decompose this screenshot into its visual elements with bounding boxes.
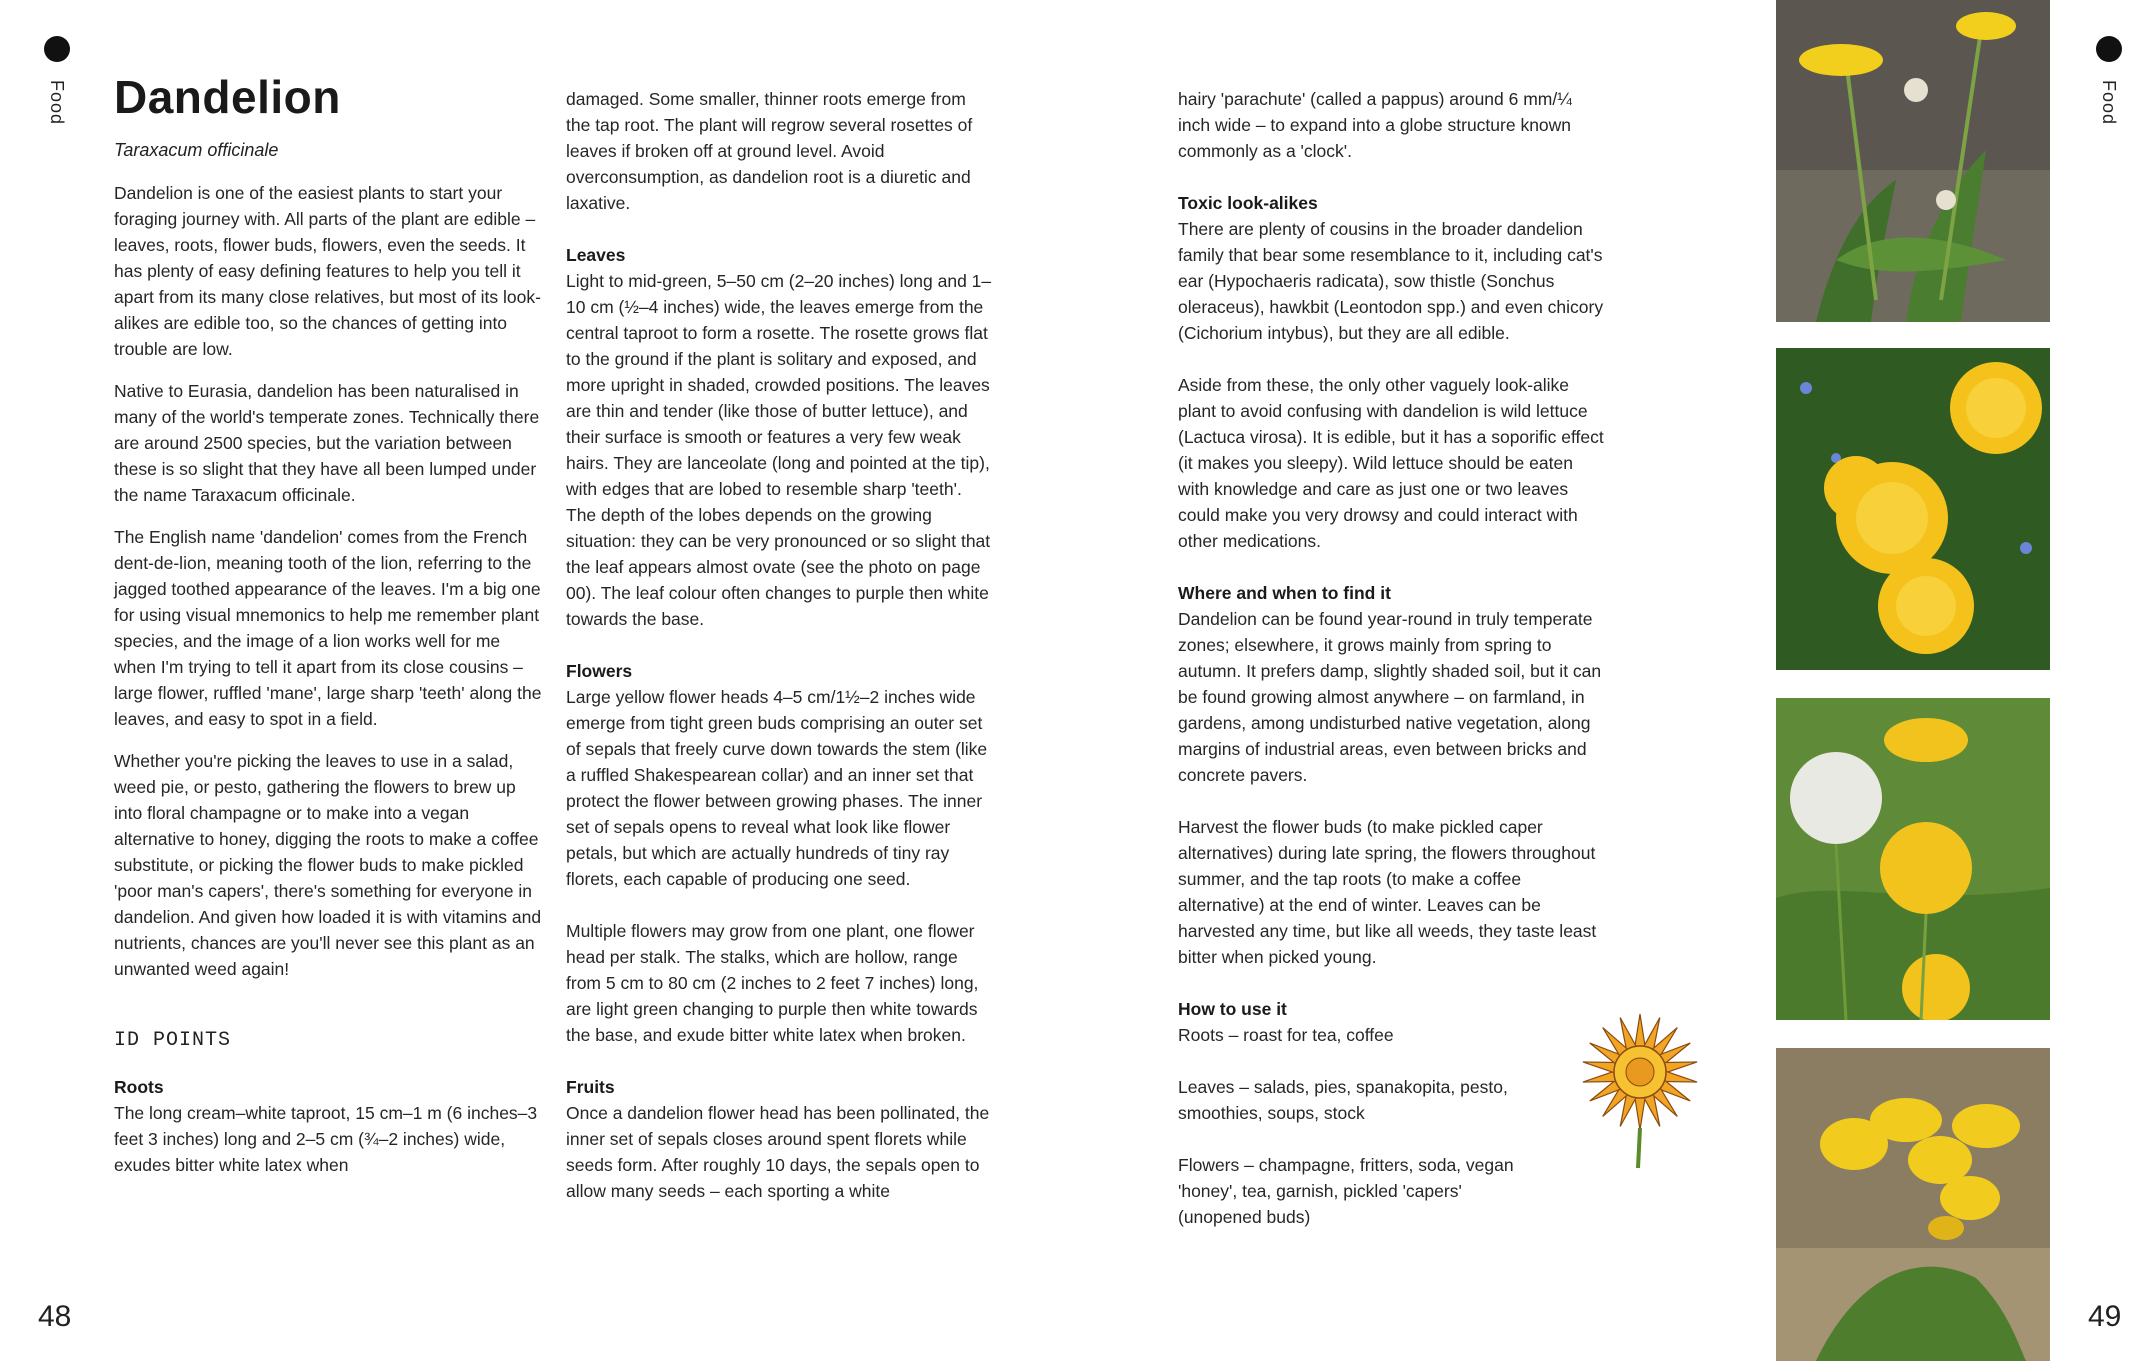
id-points-heading: ID POINTS [114, 1029, 232, 1052]
section-marker-dot-right [2096, 36, 2122, 62]
leaves-text: Light to mid-green, 5–50 cm (2–20 inches) long and 1–10 cm (½–4 inches) wide, the leaves emerge from the central taproot to form a rosette. The rosette grows flat to the ground if the plant is solitary and exposed, and more upright in shaded, crowded positions. The leaves are thin and tender (like those of butter lettuce), and their surface is smooth or features a very few weak hairs. They are lanceolate (long and pointed at the tip), with edges that are lobed to resemble sharp 'teeth'. The depth of the lobes depends on the growing situation: they can be very pronounced or so slight that the leaf appears almost ovate (see the photo on page 00). The leaf colour often changes to purple then white towards the base. [566, 271, 992, 629]
id-points-column [566, 86, 994, 1204]
section-tab-right: Food [2099, 80, 2119, 126]
toxic-paragraph: Aside from these, the only other vaguely look-alike plant to avoid confusing with dandelion is wild lettuce (Lactuca virosa). It is edible, but it has a soporific effect (it makes you sleepy). Wild lettuce should be eaten with knowledge and care as just one or two leaves could make you very drowsy and could interact with other medications. [1178, 375, 1604, 551]
roots-text: The long cream–white taproot, 15 cm–1 m (6 inches–3 feet 3 inches) long and 2–5 cm (¾–2 inches) wide, exudes bitter white latex when [114, 1103, 538, 1175]
fruits-text: Once a dandelion flower head has been pollinated, the inner set of sepals closes around spent florets while seeds form. After roughly 10 days, the sepals open to allow many seeds – each sporting a white [566, 1103, 990, 1201]
use-item: Leaves – salads, pies, spanakopita, pesto, smoothies, soups, stock [1178, 1077, 1508, 1123]
photo-dandelion-plant [1776, 0, 2050, 322]
latin-name: Taraxacum officinale [114, 140, 279, 160]
intro-paragraph: Native to Eurasia, dandelion has been naturalised in many of the world's temperate zones. Technically there are around 2500 species, but the variation between these is so slight that they have all been lumped under the name Taraxacum officinale. [114, 381, 540, 505]
fruits-heading: Fruits [566, 1077, 615, 1097]
photo-dandelion-cluster [1776, 1048, 2050, 1361]
photo-dandelion-clock [1776, 698, 2050, 1020]
how-to-use-heading: How to use it [1178, 999, 1287, 1019]
fruits-continuation: hairy 'parachute' (called a pappus) around 6 mm/¼ inch wide – to expand into a globe structure known commonly as a 'clock'. [1178, 89, 1572, 161]
section-marker-dot-left [44, 36, 70, 62]
where-paragraph: Harvest the flower buds (to make pickled caper alternatives) during late spring, the flowers throughout summer, and the tap roots (to make a coffee alternative) at the end of winter. Leaves can be harvested any time, but like all weeds, they taste least bitter when picked young. [1178, 817, 1597, 967]
use-item: Flowers – champagne, fritters, soda, vegan 'honey', tea, garnish, pickled 'capers' (unopened buds) [1178, 1155, 1514, 1227]
page-title: Dandelion [114, 71, 341, 123]
use-item: Roots – roast for tea, coffee [1178, 1025, 1394, 1045]
leaves-heading: Leaves [566, 245, 626, 265]
section-tab-left: Food [47, 80, 67, 126]
intro-paragraph: Dandelion is one of the easiest plants to start your foraging journey with. All parts of the plant are edible – leaves, roots, flower buds, flowers, even the seeds. It has plenty of easy defining features to help you tell it apart from its many close relatives, but most of its look-alikes are edible too, so the chances of getting into trouble are low. [114, 183, 541, 359]
intro-paragraph: Whether you're picking the leaves to use in a salad, weed pie, or pesto, gathering the flowers to brew up into floral champagne or to make into a vegan alternative to honey, digging the roots to make a coffee substitute, or picking the flower buds to make pickled 'poor man's capers', there's something for everyone in dandelion. And given how loaded it is with vitamins and nutrients, chances are you'll never see this plant as an unwanted weed again! [114, 751, 542, 979]
where-paragraph: Dandelion can be found year-round in truly temperate zones; elsewhere, it grows mainly from spring to autumn. It prefers damp, slightly shaded soil, but it can be found growing almost anywhere – on farmland, in gardens, among undisturbed native vegetation, along margins of industrial areas, even between bricks and concrete pavers. [1178, 609, 1602, 785]
right-text-column [1178, 86, 1606, 1246]
where-when-heading: Where and when to find it [1178, 583, 1391, 603]
flowers-paragraph: Multiple flowers may grow from one plant, one flower head per stalk. The stalks, which are hollow, range from 5 cm to 80 cm (2 inches to 2 feet 7 inches) long, are light green changing to purple then white towards the base, and exude bitter white latex when broken. [566, 921, 979, 1045]
toxic-lookalikes-heading: Toxic look-alikes [1178, 193, 1318, 213]
photo-dandelion-flowers [1776, 348, 2050, 670]
dandelion-flower-illustration [1576, 1010, 1704, 1170]
page-number-left: 48 [38, 1300, 72, 1333]
intro-column [114, 180, 546, 1178]
roots-heading: Roots [114, 1077, 164, 1097]
flowers-paragraph: Large yellow flower heads 4–5 cm/1½–2 inches wide emerge from tight green buds comprising an outer set of sepals that freely curve down towards the stem (like a ruffled Shakespearean collar) and an inner set that protect the flower between growing phases. The inner set of sepals opens to reveal what look like flower petals, but which are actually hundreds of tiny ray florets, each capable of producing one seed. [566, 687, 988, 889]
toxic-paragraph: There are plenty of cousins in the broader dandelion family that bear some resemblance to it, including cat's ear (Hypochaeris radicata), sow thistle (Sonchus oleraceus), hawkbit (Leontodon spp.) and even chicory (Cichorium intybus), but they are all edible. [1178, 219, 1604, 343]
intro-paragraph: The English name 'dandelion' comes from the French dent-de-lion, meaning tooth of the lion, referring to the jagged toothed appearance of the leaves. I'm a big one for using visual mnemonics to help me remember plant species, and the image of a lion works well for me when I'm trying to tell it apart from its close cousins – large flower, ruffled 'mane', large sharp 'teeth' along the leaves, and easy to spot in a field. [114, 527, 542, 729]
roots-continuation: damaged. Some smaller, thinner roots emerge from the tap root. The plant will regrow several rosettes of leaves if broken off at ground level. Avoid overconsumption, as dandelion root is a diuretic and laxative. [566, 89, 973, 213]
flowers-heading: Flowers [566, 661, 633, 681]
uses-list [1178, 1022, 1538, 1230]
page-number-right: 49 [2088, 1300, 2122, 1333]
